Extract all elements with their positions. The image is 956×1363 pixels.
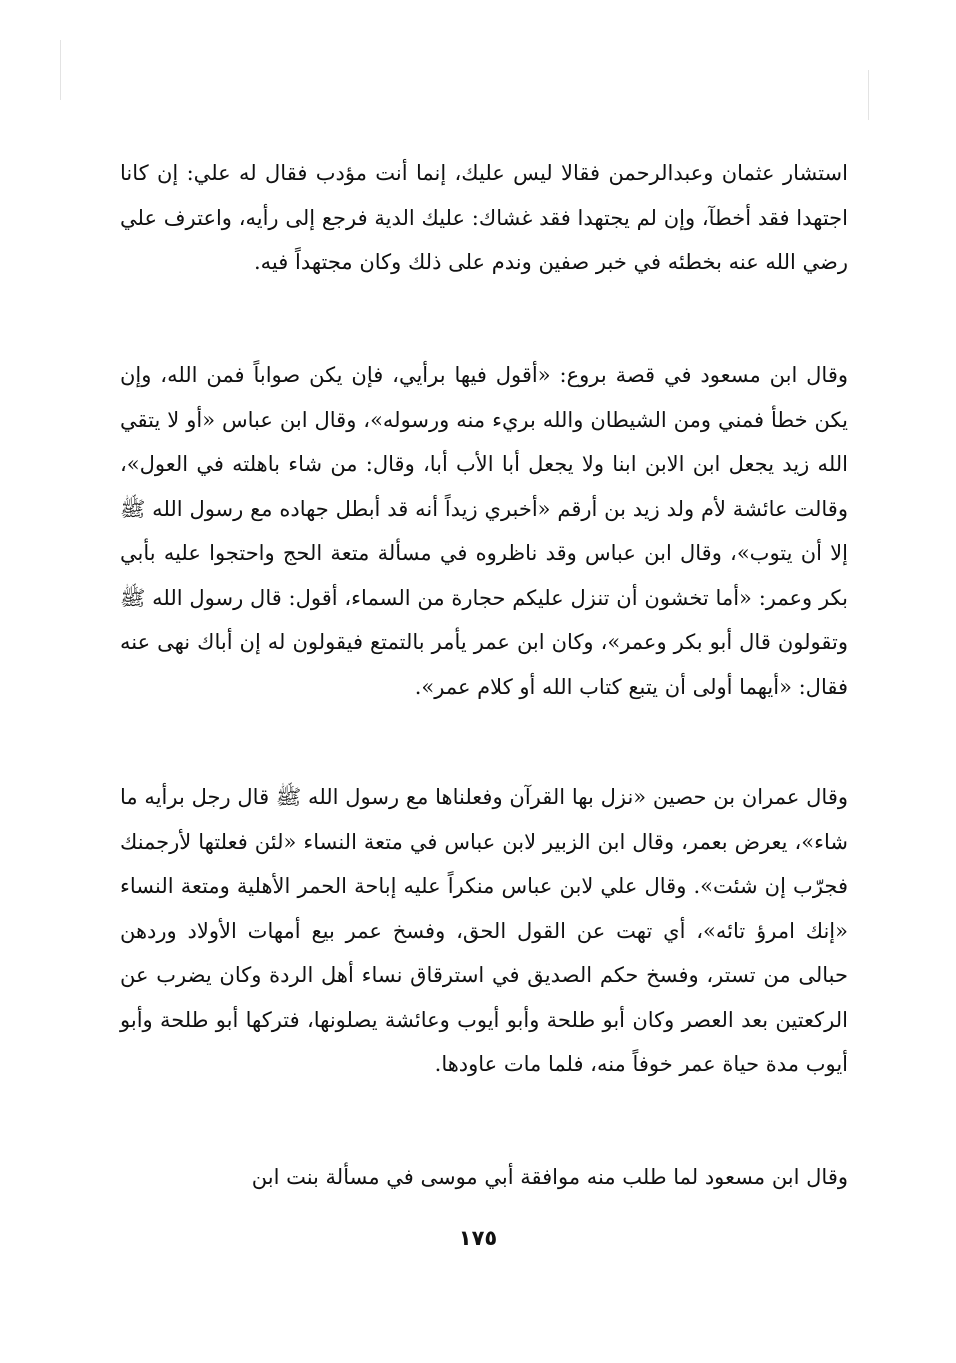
paragraph: استشار عثمان وعبدالرحمن فقالا ليس عليك، إنما أنت مؤدب فقال له علي: إن كانا اجتهدا فقد أخطآ، وإن لم يجتهدا فقد غشاك: عليك الدية فرجع إلى رأيه، واعترف علي رضي الله عنه بخطئه في خبر صفين وندم على ذلك وكان مجتهداً فيه. (120, 161, 848, 274)
paragraph: وقال عمران بن حصين «نزل بها القرآن وفعلناها مع رسول الله ﷺ قال رجل برأيه ما شاء»، يعرض بعمر، وقال ابن الزبير لابن عباس في متعة النساء «لئن فعلتها لأرجمنك فجرّب إن شئت». وقال علي لابن عباس منكراً عليه إباحة الحمر الأهلية ومتعة النساء «إنك امرؤ تائه»، أي تهت عن القول الحق، وفسخ عمر بيع أمهات الأولاد وردهن حبالى من تستر، وفسخ حكم الصديق في استرقاق نساء أهل الردة وكان يضرب عن الركعتين بعد العصر وكان أبو طلحة وأبو أيوب وعائشة يصلونها، فتركها أبو طلحة وأبو أيوب مدة حياة عمر خوفاً منه، فلما مات عاودها. (120, 785, 848, 1076)
scan-mark (60, 40, 61, 100)
paragraph: وقال ابن مسعود في قصة بروع: «أقول فيها برأيي، فإن يكن صواباً فمن الله، وإن يكن خطأ فمني ومن الشيطان والله بريء منه ورسوله»، وقال ابن عباس «أو لا يتقي الله زيد يجعل ابن الابن ابنا ولا يجعل أبا الأب أبا، وقال: من شاء باهلته في العول»، وقالت عائشة لأم ولد زيد بن أرقم «أخبري زيداً أنه قد أبطل جهاده مع رسول الله ﷺ إلا أن يتوب»، وقال ابن عباس وقد ناظروه في مسألة متعة الحج واحتجوا عليه بأبي بكر وعمر: «أما تخشون أن تنزل عليكم حجارة من السماء، أقول: قال رسول الله ﷺ وتقولون قال أبو بكر وعمر»، وكان ابن عمر يأمر بالتمتع فيقولون له إن أباك نهى عنه فقال: «أيهما أولى أن يتبع كتاب الله أو كلام عمر». (120, 363, 848, 699)
paragraph: وقال ابن مسعود لما طلب منه موافقة أبي موسى في مسألة بنت ابن (251, 1165, 848, 1189)
page-number: ١٧٥ (458, 1226, 498, 1250)
scan-mark (868, 70, 869, 120)
